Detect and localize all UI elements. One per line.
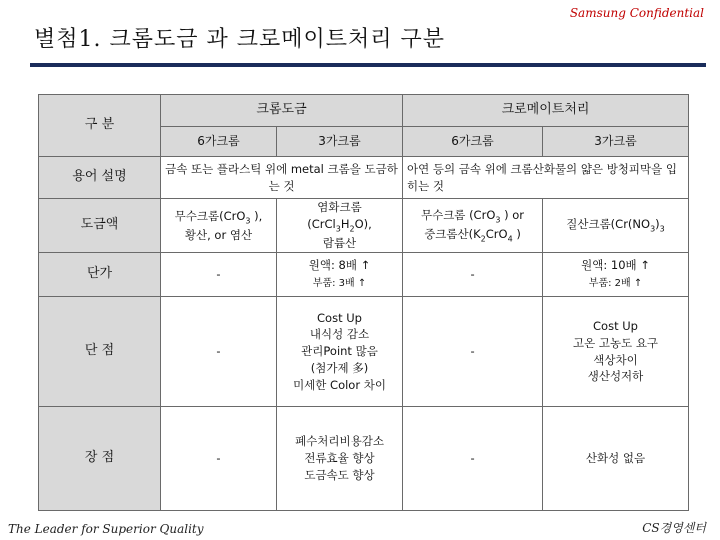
row-label-solution: 도금액 bbox=[39, 199, 161, 253]
subheader-plating-hex: 6가크롬 bbox=[161, 127, 277, 157]
group-header-chromate: 크로메이트처리 bbox=[403, 95, 689, 127]
corner-header: 구 분 bbox=[39, 95, 161, 157]
solution-plating-tri: 염화크롬 $(CrCl_3H_2O)$, 람륨산 bbox=[277, 199, 403, 253]
price-chromate-tri: 원액: 10배 ↑ 부품: 2배 ↑ bbox=[543, 253, 689, 297]
solution-chromate-tri: 질산크롬($Cr(NO_3)_3$ bbox=[543, 199, 689, 253]
cons-chromate-hex: - bbox=[403, 297, 543, 407]
confidential-label: Samsung Confidential bbox=[569, 6, 704, 20]
title-divider bbox=[30, 63, 706, 67]
pros-plating-tri: 폐수처리비용감소 전류효율 향상 도금속도 향상 bbox=[277, 407, 403, 511]
group-header-chrome-plating: 크롬도금 bbox=[161, 95, 403, 127]
pros-plating-hex: - bbox=[161, 407, 277, 511]
cons-plating-hex: - bbox=[161, 297, 277, 407]
pros-chromate-tri: 산화성 없음 bbox=[543, 407, 689, 511]
subheader-chromate-tri: 3가크롬 bbox=[543, 127, 689, 157]
term-chromate: 아연 등의 금속 위에 크롬산화물의 얇은 방청피막을 입히는 것 bbox=[403, 157, 689, 199]
price-plating-tri: 원액: 8배 ↑ 부품: 3배 ↑ bbox=[277, 253, 403, 297]
footer-slogan: The Leader for Superior Quality bbox=[8, 522, 204, 536]
solution-chromate-hex: 무수크롬 (CrO$_3$ ) or 중크롬산($K_2CrO_4$ ) bbox=[403, 199, 543, 253]
row-label-cons: 단 점 bbox=[39, 297, 161, 407]
footer-department: CS경영센터 bbox=[642, 521, 706, 535]
pros-chromate-hex: - bbox=[403, 407, 543, 511]
cons-plating-tri: Cost Up 내식성 감소 관리Point 많음 (첨가제 多) 미세한 Color 차이 bbox=[277, 297, 403, 407]
page-title: 별첨1. 크롬도금 과 크로메이트처리 구분 bbox=[34, 27, 445, 52]
price-plating-hex: - bbox=[161, 253, 277, 297]
comparison-table bbox=[38, 94, 689, 511]
subheader-chromate-hex: 6가크롬 bbox=[403, 127, 543, 157]
term-chrome-plating: 금속 또는 플라스틱 위에 metal 크롬을 도금하는 것 bbox=[161, 157, 403, 199]
price-chromate-hex: - bbox=[403, 253, 543, 297]
subheader-plating-tri: 3가크롬 bbox=[277, 127, 403, 157]
row-label-pros: 장 점 bbox=[39, 407, 161, 511]
row-label-term: 용어 설명 bbox=[39, 157, 161, 199]
cons-chromate-tri: Cost Up 고온 고농도 요구 색상차이 생산성저하 bbox=[543, 297, 689, 407]
solution-plating-hex: 무수크롬(CrO$_3$ ), 황산, or 염산 bbox=[161, 199, 277, 253]
row-label-price: 단가 bbox=[39, 253, 161, 297]
